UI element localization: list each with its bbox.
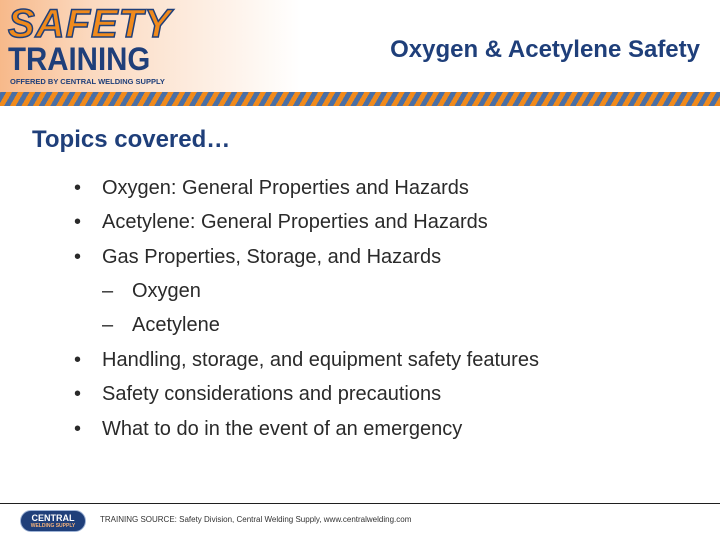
logo-training-text: TRAINING <box>8 41 151 77</box>
bullet-icon: • <box>74 246 82 268</box>
bullet-icon: • <box>74 383 82 405</box>
slide-title: Oxygen & Acetylene Safety <box>390 36 700 63</box>
bullet-icon: • <box>74 211 82 233</box>
header-stripe-divider <box>0 92 720 106</box>
list-item-text: Safety considerations and precautions <box>102 383 442 405</box>
footer-source-text: TRAINING SOURCE: Safety Division, Central Welding Supply, www.centralwelding.com <box>100 515 412 524</box>
bullet-icon: • <box>74 177 82 199</box>
bullet-icon: • <box>74 418 82 440</box>
footer-logo-text-welding: WELDING SUPPLY <box>30 523 76 529</box>
sub-list-item-text: Acetylene <box>132 314 220 336</box>
list-item-text: Acetylene: General Properties and Hazards <box>102 211 488 233</box>
safety-training-logo <box>6 4 176 90</box>
list-item-text: Oxygen: General Properties and Hazards <box>102 177 469 199</box>
dash-icon: – <box>102 314 114 336</box>
logo-offered-by-text: OFFERED BY CENTRAL WELDING SUPPLY <box>10 77 165 86</box>
logo-safety-text: SAFETY <box>8 2 172 46</box>
list-item-text: Handling, storage, and equipment safety features <box>102 349 539 371</box>
list-item-text: What to do in the event of an emergency <box>102 418 463 440</box>
footer-logo-text-central: CENTRAL <box>31 513 75 523</box>
footer-divider <box>0 503 720 504</box>
topics-heading: Topics covered… <box>32 126 231 153</box>
list-item-text: Gas Properties, Storage, and Hazards <box>102 246 442 268</box>
stripe-gap <box>0 106 720 108</box>
central-welding-logo <box>20 510 86 532</box>
slide-header <box>0 0 720 92</box>
sub-list-item-text: Oxygen <box>132 280 201 302</box>
dash-icon: – <box>102 280 114 302</box>
bullet-icon: • <box>74 349 82 371</box>
